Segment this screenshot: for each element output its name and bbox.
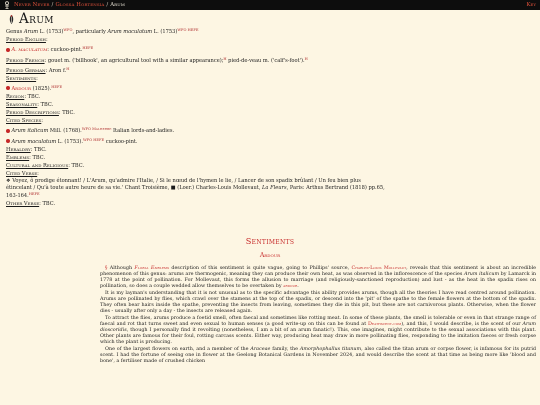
field-label: Period Descriptions xyxy=(6,110,59,117)
field-value: : TBC. xyxy=(37,102,54,109)
wfo-malherbe-link[interactable]: WFO Malherbe xyxy=(81,127,112,132)
article-text: One of the largest flowers on earth, and a member of the xyxy=(105,345,251,352)
wfo-hefe-link[interactable]: WFO HEFE xyxy=(82,137,105,142)
ardour-link[interactable]: ardour xyxy=(283,283,298,290)
article-text: , reveals that this sentiment is about an incredible phenomenon of this genus: arums are thermogenic, meaning they can produce their own heat, as was observed in the inflorescence of the species xyxy=(100,265,536,278)
breadcrumb-current: Arum xyxy=(110,2,125,8)
sentiment-link[interactable]: Ardour xyxy=(11,86,32,93)
french-text: : gouet m. ('billhook', an agricultural tool with a similar appearance); xyxy=(44,57,224,64)
species-name[interactable]: Arum maculatum xyxy=(11,138,57,145)
species-author: L. (1753). xyxy=(56,138,83,145)
wfo-link[interactable]: WFO xyxy=(63,28,73,32)
field-value: : TBC. xyxy=(29,154,46,161)
paragraph-marker-icon: § xyxy=(105,265,110,272)
mollevaut-link[interactable]: Charles-Louis Mollevaut xyxy=(351,265,407,272)
article-paragraph xyxy=(100,315,536,345)
floral-emblems-link[interactable]: Floral Emblems xyxy=(134,265,170,272)
species-name[interactable]: Arum italicum xyxy=(11,128,49,135)
wfo-hefe-link[interactable]: WFO HEFE xyxy=(177,28,199,32)
field-value: : TBC. xyxy=(58,110,75,117)
field-label: Cultural and Religious xyxy=(6,163,69,170)
article-text: by Lamarck in 1778 at the point of pollination. For Mollevaut, this forms the allusion to marriage (and religiously-sanctioned reproduction) and lust - as the heat in the spadix rises on pollination, so does a couple wedded allow themselves to be overtaken by xyxy=(100,271,536,290)
field-label: Period English xyxy=(6,37,46,44)
field-label: Other Verse xyxy=(6,201,40,208)
field-emblems xyxy=(6,154,534,162)
breadcrumb-glossary-link[interactable]: Glossa Hortensia xyxy=(55,2,105,8)
h-link[interactable]: H xyxy=(66,66,70,71)
top-navigation-bar xyxy=(0,0,540,10)
field-period-german xyxy=(6,65,534,75)
breadcrumb-separator: / xyxy=(51,2,54,8)
field-label: Seasonality xyxy=(6,102,38,109)
verse-book-title: La Fleurs xyxy=(262,184,287,191)
field-other-verse xyxy=(6,200,534,208)
article-text: ), and this, I would describe, is the scent of our xyxy=(401,320,523,327)
species-name: Arum maculatum xyxy=(107,29,153,36)
title-row xyxy=(6,12,534,26)
sentiment-item xyxy=(6,83,534,93)
site-logo-icon[interactable] xyxy=(3,1,11,9)
article-text: To attract the flies, arums produce a foetid smell, often faecal and sometimes like rotting meat. In some of these plants, the smell is tolerable or even in that strange range of faecal and rot that turns sweet and even sexual to human senses (a good write-up on this can be found at xyxy=(100,314,536,327)
field-label: Period German xyxy=(6,67,46,74)
section-heading: Sentiments xyxy=(245,236,295,247)
field-label: Cited Verse xyxy=(6,171,38,178)
page-title: Arum xyxy=(19,11,54,27)
bullet-icon xyxy=(6,86,10,90)
species-name: Arum dioscoridis xyxy=(100,320,536,334)
field-cited-verse: Cited Verse: xyxy=(6,171,39,178)
article-paragraph xyxy=(100,265,536,289)
genus-name: Arum xyxy=(23,29,39,36)
species-common-name: Italian lords-and-ladies. xyxy=(111,128,175,135)
field-cultural-religious xyxy=(6,162,534,170)
english-item xyxy=(6,44,534,54)
verse-line xyxy=(6,191,534,200)
bullet-icon xyxy=(6,129,10,133)
english-desc: : cuckoo-pint. xyxy=(47,47,83,54)
breadcrumb xyxy=(3,1,125,9)
hefe-link[interactable]: HEFE xyxy=(82,46,94,51)
field-heraldry xyxy=(6,146,534,154)
species-author: L. (1753) xyxy=(152,29,178,36)
article-text: , also called the titan arum or corpse flower, is infamous for its putrid scent. I had the fortune of seeing one in flower at the Geelong Botanical Gardens in November 2024, and would describe the scent at that time as being more like 'blood and bone', a fertiliser made of crushed chicken xyxy=(100,345,536,365)
field-label: Cited Species xyxy=(6,118,42,125)
english-species-link[interactable]: A. maculatum xyxy=(11,47,48,54)
entry-genus xyxy=(6,26,534,36)
genus-author: L. (1753) xyxy=(38,29,64,36)
section-subheading: Ardour xyxy=(259,252,281,260)
article-paragraph: It is my layman's understanding that it is not unusual as to the specific advantage this ability provides arums, though all the theories I have read centred around pollination. Arums are pollinated by flies, which crawl over the stamens at the top of the spadix, or descend into the 'pit' of the spathe to the female flowers at the bottom of the spadix. They often bear hairs inside the spathe, preventing the insects from leaving, sometimes they die in this pit, but these are not carnivorous plants. Otherwise, when the flower dies - usually after only a day - the insects are released again. xyxy=(100,290,536,315)
species-name: Arum italicum xyxy=(463,271,500,278)
verse-text: , Paris: Arthus Bertrand (1818) pp.65, xyxy=(286,184,385,191)
verse-text: étincelant / Qu'à toute autre heure de sa vie.' Chant Troisième, ■ (Loer.) Charles-Louis Mollevaut, xyxy=(6,184,263,191)
field-region xyxy=(6,93,534,101)
h-link[interactable]: H xyxy=(223,56,227,61)
field-value: : TBC. xyxy=(24,94,41,101)
field-label: Region xyxy=(6,94,25,101)
species-common-name: cuckoo-pint. xyxy=(104,138,138,145)
sentiment-year: (1825). xyxy=(31,86,52,93)
sentiment-article xyxy=(0,265,540,364)
breadcrumb-separator: / xyxy=(106,2,109,8)
hefe-link[interactable]: HEFE xyxy=(51,85,63,90)
key-link[interactable]: Key xyxy=(526,2,536,8)
field-label: Heraldry xyxy=(6,146,31,153)
family-name: Araceae xyxy=(250,345,271,352)
field-period-descriptions xyxy=(6,109,534,117)
cited-species-item xyxy=(6,125,534,135)
verse-line xyxy=(6,185,534,192)
h-link[interactable]: H xyxy=(304,56,308,61)
cited-species-item xyxy=(6,136,534,146)
entry-main xyxy=(0,10,540,208)
deathscent-link[interactable]: Deathscent.com xyxy=(368,320,402,327)
verse-bullet-icon: ❖ xyxy=(6,178,13,185)
field-label: Period French xyxy=(6,57,45,64)
species-author: Mill. (1768). xyxy=(48,128,82,135)
field-period-french xyxy=(6,55,534,65)
bullet-icon xyxy=(6,139,10,143)
field-value: : TBC. xyxy=(68,163,85,170)
article-paragraph xyxy=(100,346,536,364)
field-value: : TBC. xyxy=(30,146,47,153)
french-text: pied-de-veau m. ('calf's-foot'). xyxy=(226,57,305,64)
genus-text: , particularly xyxy=(72,29,108,36)
flower-emblem-icon xyxy=(6,14,17,25)
verse-text: Voyez, ô prodige étonnant! / L'Arum, qu'admire l'Italie, / Si le nœud de l'hymen le lie, / Lancer de son spadix brûlant / Un feu bien plus xyxy=(12,178,361,185)
field-label: Emblems xyxy=(6,154,30,161)
hefe-link[interactable]: HEFE xyxy=(28,192,40,197)
german-text: : Aron f. xyxy=(45,67,67,74)
verse-text: 163-164. xyxy=(6,193,29,200)
field-sentiments: Sentiments: xyxy=(6,75,38,82)
article-text: . xyxy=(297,283,299,290)
field-value: : TBC. xyxy=(39,201,56,208)
bullet-icon xyxy=(6,48,10,52)
article-text: family, the xyxy=(270,345,300,352)
genus-text: Genus xyxy=(6,29,24,36)
field-period-english: Period English: xyxy=(6,37,48,44)
field-cited-species: Cited Species: xyxy=(6,118,44,125)
verse-line xyxy=(6,178,534,185)
article-text: Although xyxy=(109,265,135,272)
article-text: description of this sentiment is quite vague, going to Phillips' source, xyxy=(169,265,352,272)
species-name: Amorphophallus titanum xyxy=(299,345,362,352)
field-label: Sentiments xyxy=(6,75,37,82)
article-text: , though I personally find it revolting (nonetheless, I am a bit of an arum fanatic!). This, one imagines, might contribute to the sexual associations with this plant. Other plants are famous for their foul, rotting carcass scents. Either way, producing heat may draw in more pollinating flies, responding to the imitation faeces or fresh corpse which the plant is producing. xyxy=(100,327,536,346)
breadcrumb-home-link[interactable]: Never Never xyxy=(14,2,50,8)
field-seasonality xyxy=(6,101,534,109)
